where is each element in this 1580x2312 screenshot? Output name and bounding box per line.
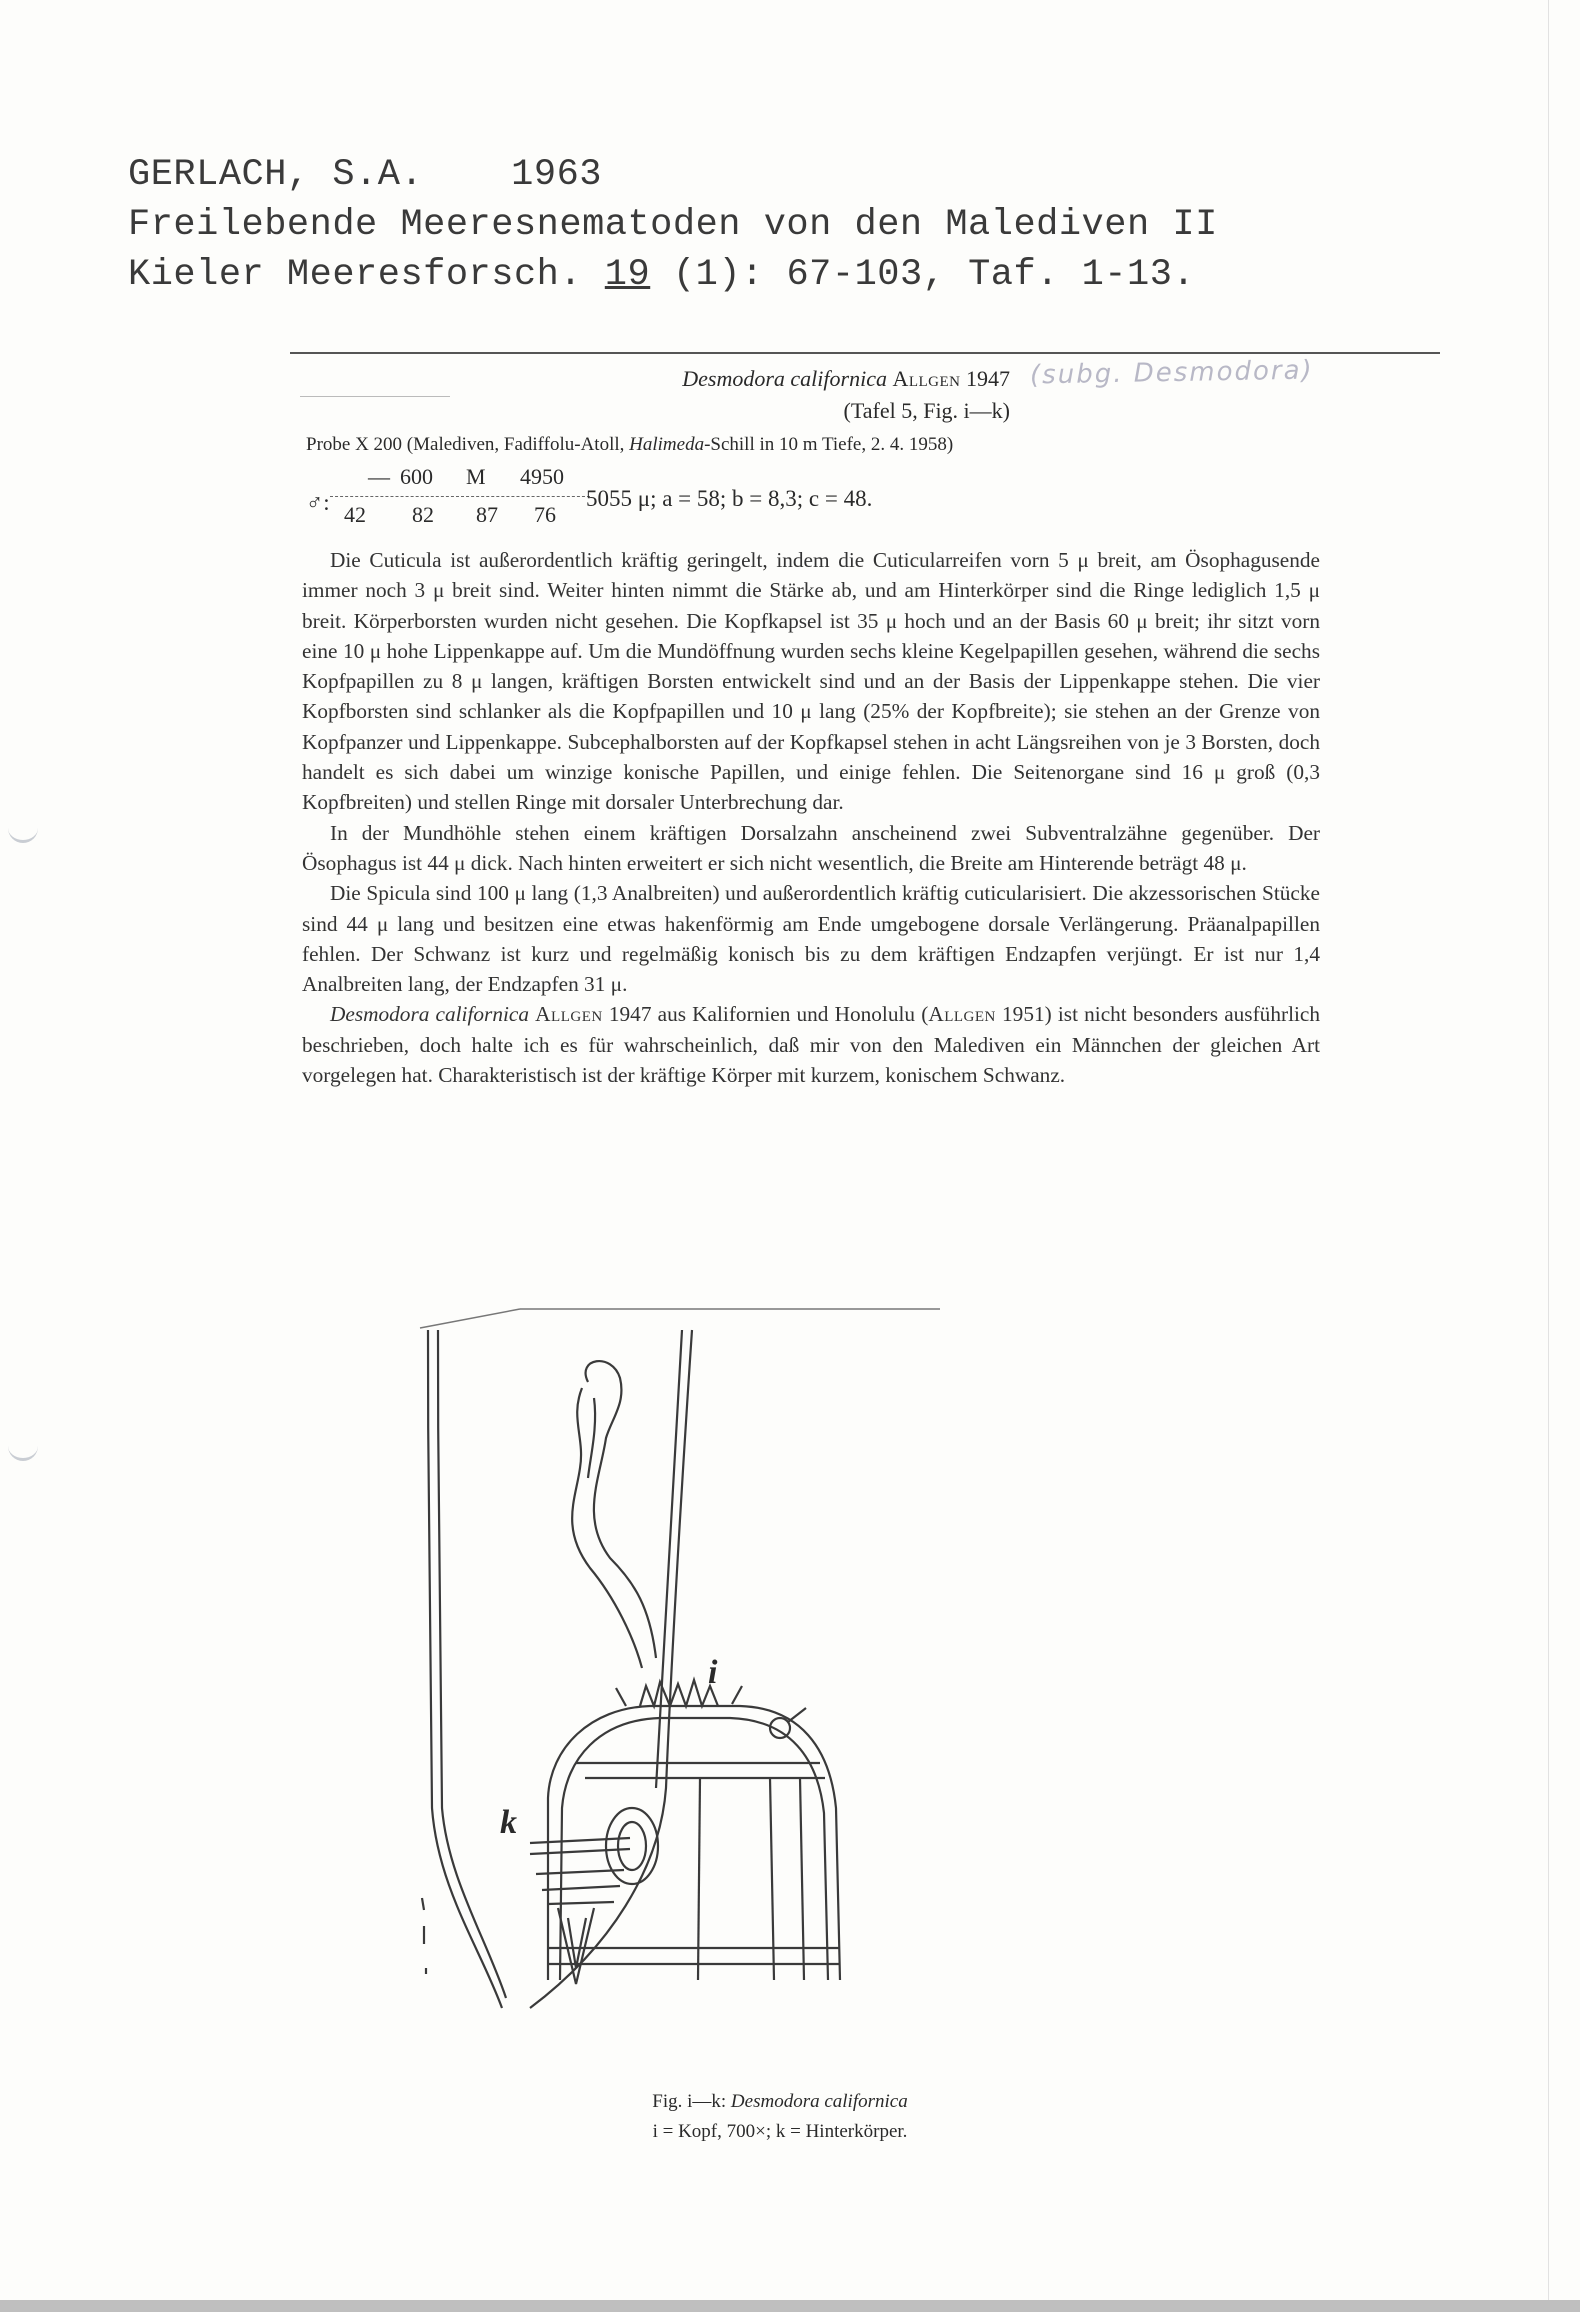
ref-volume: 19 [604,254,651,296]
paragraph-1: Die Cuticula ist außerordentlich kräftig geringelt, indem die Cuticularreifen vorn 5 μ breit, am Ösophagusende immer noch 3 μ breit sind. Weiter hinten nimmt die Stärke ab, und am Hinterkörper sind die Ringe lediglich 1,5 μ breit. Körperborsten wurden nicht gesehen. Die Kopfkapsel ist 35 μ hoch und an der Basis 60 μ breit; ihr sitzt vorn eine 10 μ hohe Lippenkappe auf. Um die Mundöffnung wurden sechs kleine Kegelpapillen gesehen, während die sechs Kopfpapillen zu 8 μ langen, kräftigen Borsten entwickelt sind und an der Basis der Lippenkappe stehen. Die vier Kopfborsten sind schlanker als die Kopfpapillen und 10 μ lang (25% der Kopfbreite); sie stehen an der Grenze von Kopfpanzer und Lippenkappe. Subcephalborsten auf der Kopfkapsel stehen in acht Längsreihen von je 3 Borsten, doch handelt es sich dabei um winzige konische Papillen, und einige fehlen. Die Seitenorgane sind 16 μ groß (0,3 Kopfbreiten) und stellen Ringe mit dorsaler Unterbrechung dar. [302,548,1320,815]
species-year: 1947 [966,366,1010,391]
figure-label-k: k [500,1804,517,1841]
ref-author: GERLACH, S.A. [128,154,424,196]
species-name: Desmodora californica [682,366,887,391]
figure-i-head [548,1680,840,1980]
tafel-reference: (Tafel 5, Fig. i—k) [843,398,1010,423]
probe-line: Probe X 200 (Malediven, Fadiffolu-Atoll, Halimeda-Schill in 10 m Tiefe, 2. 4. 1958) [306,434,954,455]
top-rule [290,352,1440,354]
formula-bottom-4: 76 [534,502,556,527]
reference-header [128,150,1218,300]
formula-top-4: 4950 [520,464,564,489]
formula-bottom-3: 87 [476,502,498,527]
de-man-formula [300,464,1300,534]
probe-habitat: Halimeda [629,434,705,455]
punch-hole-mark [8,826,38,843]
figure-label-i: i [708,1654,718,1691]
formula-fraction-line [330,496,590,497]
ref-journal: Kieler Meeresforsch. [128,254,583,296]
formula-length: 5055 μ; a = 58; b = 8,3; c = 48. [586,486,873,511]
pencil-annotation: (subg. Desmodora) [1029,355,1314,391]
male-symbol: ♂: [306,490,330,515]
scan-bottom-strip [0,2300,1580,2312]
figure-caption: Fig. i—k: Desmodora californica i = Kopf, 700×; k = Hinterkörper. [560,2087,1000,2147]
scan-edge [1548,0,1549,2312]
paragraph-3: Die Spicula sind 100 μ lang (1,3 Analbreiten) und außerordentlich kräftig cuticularisiert. Die akzessorischen Stücke sind 44 μ lang und besitzen eine etwas hakenförmig am Ende umgebogene dorsale Verlängerung. Präanalpapillen fehlen. Der Schwanz ist kurz und regelmäßig konisch bis zu dem kräftigen Endzapfen verjüngt. Er ist nur 1,4 Analbreiten lang, der Endzapfen 31 μ. [302,881,1320,997]
paragraph-2: In der Mundhöhle stehen einem kräftigen Dorsalzahn anscheinend zwei Subventralzähne gegenüber. Der Ösophagus ist 44 μ dick. Nach hinten erweitert er sich nicht wesentlich, die Breite am Hinterende beträgt 48 μ. [302,820,1320,875]
description-text [302,545,1320,1090]
species-author: Allgen [892,366,961,391]
formula-top-2: 600 [400,464,433,489]
ref-year: 1963 [511,154,602,196]
figure-k-tail [420,1309,940,2008]
faint-rule [300,396,450,397]
caption-line-2: i = Kopf, 700×; k = Hinterkörper. [652,2121,908,2142]
ref-issue-pages: (1): 67-103, Taf. 1-13. [672,254,1196,296]
nematode-figure [380,1308,980,2048]
formula-top-3: M [466,464,486,489]
punch-hole-mark [8,1444,38,1461]
paragraph-4: Desmodora californica Allgen 1947 aus Kalifornien und Honolulu (Allgen 1951) ist nicht besonders ausführlich beschrieben, doch halte ich es für wahrscheinlich, daß mir von den Malediven ein Männchen der gleichen Art vorgelegen hat. Charakteristisch ist der kräftige Körper mit kurzem, konischem Schwanz. [302,1002,1321,1088]
caption-species: Desmodora californica [730,2091,908,2112]
formula-bottom-2: 82 [412,502,434,527]
species-heading [290,362,1010,396]
ref-title: Freilebende Meeresnematoden von den Malediven II [128,204,1218,246]
formula-bottom-1: 42 [344,502,366,527]
formula-top-1: — [368,464,390,489]
